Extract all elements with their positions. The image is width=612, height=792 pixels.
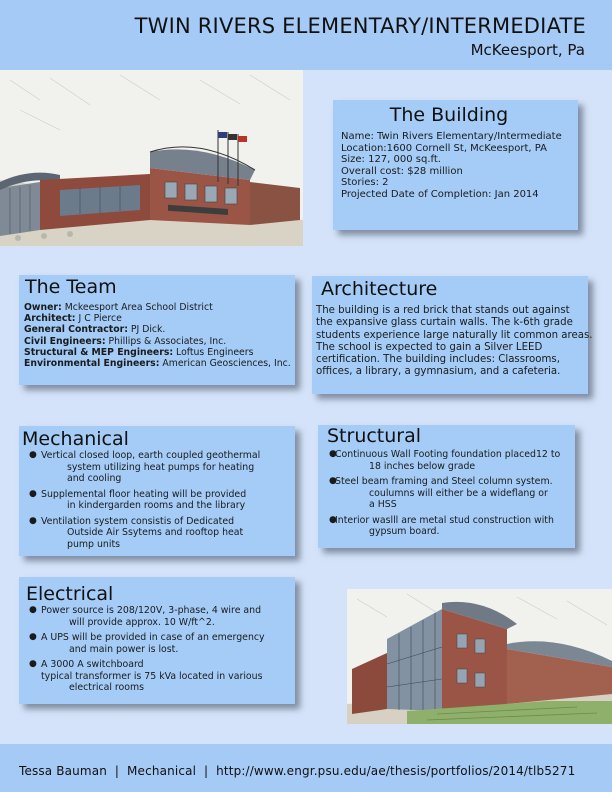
electrical-heading: Electrical — [26, 583, 114, 605]
architecture-box — [312, 276, 593, 394]
building-line: Overall cost: $28 million — [341, 165, 463, 177]
bullet-icon: ● — [29, 515, 37, 526]
bullet-icon: ● — [29, 605, 37, 615]
bullet-text: 18 inches below grade — [369, 460, 476, 472]
bullet-text: Continuous Wall Footing foundation placed12 to — [335, 449, 561, 460]
team-company: Mckeesport Area School District — [64, 302, 213, 313]
bullet-text: Ventilation system consistis of Dedicated — [41, 515, 235, 527]
bullet-text: typical transformer is 75 kVa located in various — [41, 670, 263, 682]
bullet-text: Outside Air Ssytems and rooftop heat — [67, 527, 244, 538]
bullet-text: will provide approx. 10 W/ft^2. — [69, 616, 215, 628]
team-member — [24, 347, 291, 358]
bullet-text: and cooling — [67, 473, 122, 484]
list-item — [29, 659, 265, 694]
team-member — [24, 324, 291, 335]
bullet-icon: ● — [29, 659, 37, 669]
structural-list — [329, 449, 560, 538]
team-list — [24, 302, 291, 369]
building-line: Size: 127, 000 sq.ft. — [341, 154, 441, 166]
list-item — [29, 489, 260, 512]
architecture-line: students experience large naturally lit common areas. — [316, 329, 593, 341]
bullet-text: Vertical closed loop, earth coupled geothermal — [41, 450, 261, 461]
architecture-line: certification. The building includes: Classrooms, — [316, 354, 560, 366]
team-company: PJ Dick. — [130, 324, 166, 336]
list-item — [329, 515, 560, 538]
bullet-text: Supplemental floor heating will be provided — [41, 488, 247, 500]
list-item — [29, 450, 260, 485]
bullet-icon: ● — [329, 449, 337, 459]
team-role: Owner: — [24, 302, 62, 313]
bullet-text: Steel beam framing and Steel column system. — [335, 476, 553, 487]
architecture-heading: Architecture — [321, 278, 438, 300]
header-banner — [0, 0, 612, 70]
bullet-icon: ● — [29, 632, 37, 642]
bullet-text: and main power is lost. — [69, 643, 179, 655]
structural-heading: Structural — [327, 425, 422, 447]
building-side-drawing — [347, 589, 612, 724]
architecture-text — [316, 305, 593, 379]
footer-text: Tessa Bauman | Mechanical | http://www.engr.psu.edu/ae/thesis/portfolios/2014/tlb5271 — [19, 764, 576, 778]
building-heading: The Building — [389, 104, 509, 126]
building-rendering-side — [347, 589, 612, 724]
page-subtitle: McKeesport, Pa — [470, 41, 585, 59]
building-rendering-front — [0, 70, 303, 246]
bullet-text: Power source is 208/120V, 3-phase, 4 wire and — [41, 605, 262, 616]
team-heading: The Team — [25, 276, 117, 298]
building-front-drawing — [0, 70, 303, 246]
footer-banner — [0, 744, 612, 792]
bullet-text: a HSS — [369, 499, 397, 510]
bullet-text: pump units — [67, 538, 121, 550]
building-info-box — [333, 100, 578, 230]
list-item — [329, 449, 560, 472]
team-member — [24, 358, 291, 369]
bullet-text: A UPS will be provided in case of an emergency — [41, 632, 265, 643]
electrical-list — [29, 605, 265, 694]
team-member — [24, 302, 291, 313]
structural-box — [318, 425, 575, 548]
bullet-text: Interior waslll are metal stud construction with — [335, 514, 554, 526]
bullet-text: A 3000 A switchboard — [41, 659, 144, 670]
mechanical-heading: Mechanical — [22, 428, 129, 450]
list-item — [29, 516, 260, 551]
team-company: American Geosciences, Inc. — [162, 358, 291, 370]
team-member — [24, 313, 291, 324]
mechanical-list — [29, 450, 260, 550]
list-item — [29, 632, 265, 655]
architecture-line: The school is expected to gain a Silver LEED — [316, 341, 543, 353]
building-line: Projected Date of Completion: Jan 2014 — [341, 188, 539, 200]
team-role: Architect: — [24, 313, 76, 325]
team-role: Civil Engineers: — [24, 335, 106, 347]
team-role: Environmental Engineers: — [24, 358, 160, 370]
team-company: Phillips & Associates, Inc. — [108, 335, 227, 347]
team-role: Structural & MEP Engineers: — [24, 346, 174, 358]
list-item — [329, 476, 560, 511]
bullet-text: in kindergarden rooms and the library — [67, 500, 246, 511]
bullet-icon: ● — [329, 476, 337, 486]
team-box — [19, 275, 295, 385]
architecture-line: The building is a red brick that stands out against — [316, 305, 570, 316]
bullet-text: coulumns will either be a wideflang or — [369, 487, 548, 499]
team-company: J C Pierce — [78, 313, 122, 325]
bullet-icon: ● — [329, 514, 337, 525]
building-line: Name: Twin Rivers Elementary/Intermediate — [341, 131, 562, 142]
bullet-icon: ● — [29, 450, 37, 460]
page-title: TWIN RIVERS ELEMENTARY/INTERMEDIATE — [134, 14, 586, 38]
architecture-line: offices, a library, a gymnasium, and a cafeteria. — [316, 366, 561, 378]
electrical-box — [19, 577, 295, 704]
team-role: General Contractor: — [24, 324, 128, 336]
architecture-line: the expansive glass curtain walls. The k-6th grade — [316, 317, 573, 329]
bullet-icon: ● — [29, 488, 37, 499]
team-member — [24, 336, 291, 347]
building-details — [341, 131, 562, 201]
building-line: Location:1600 Cornell St, McKeesport, PA — [341, 142, 547, 154]
building-line: Stories: 2 — [341, 177, 389, 189]
bullet-text: system utilizing heat pumps for heating — [67, 461, 255, 473]
team-company: Loftus Engineers — [176, 346, 254, 358]
bullet-text: electrical rooms — [69, 682, 145, 693]
list-item — [29, 605, 265, 628]
bullet-text: gypsum board. — [369, 526, 440, 537]
mechanical-box — [19, 426, 295, 556]
